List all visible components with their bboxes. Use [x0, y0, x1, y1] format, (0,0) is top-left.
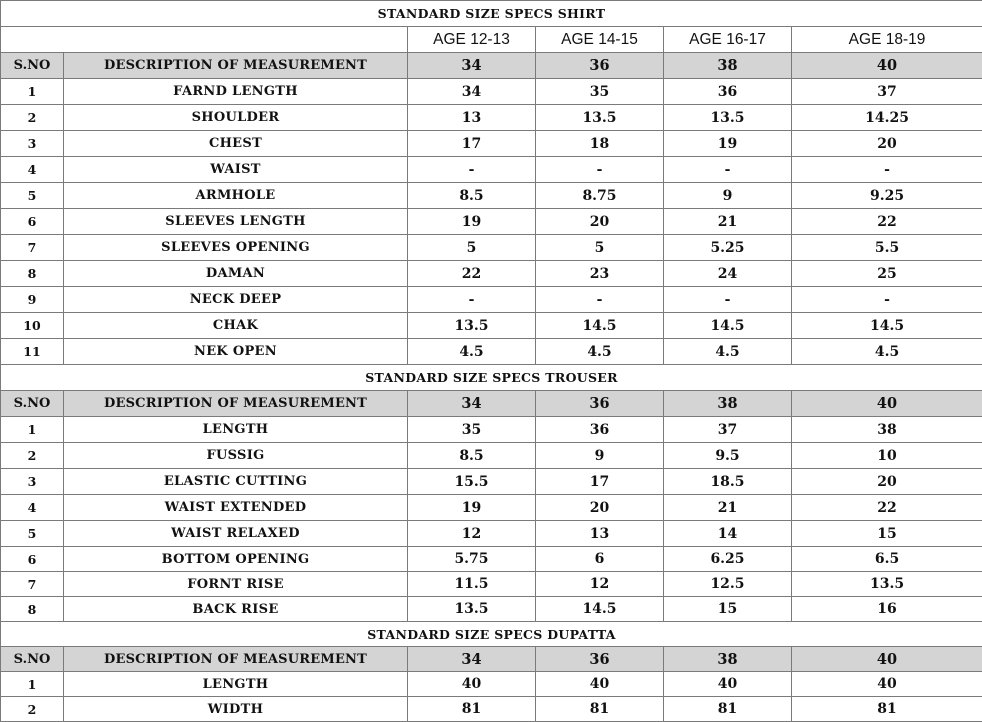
section-title-shirt: STANDARD SIZE SPECS SHIRT	[1, 1, 982, 27]
measurement-name: ARMHOLE	[64, 183, 408, 209]
measurement-value: -	[792, 287, 982, 313]
measurement-value: 15.5	[408, 469, 536, 495]
measurement-name: WAIST	[64, 157, 408, 183]
size-header: 38	[664, 53, 792, 79]
measurement-value: 13	[408, 105, 536, 131]
measurement-value: 9	[664, 183, 792, 209]
measurement-value: 35	[536, 79, 664, 105]
measurement-value: 13.5	[408, 597, 536, 622]
measurement-name: LENGTH	[64, 417, 408, 443]
measurement-value: 35	[408, 417, 536, 443]
table-row	[1, 572, 982, 597]
sno-header: S.NO	[1, 53, 64, 79]
measurement-value: -	[408, 157, 536, 183]
description-header: DESCRIPTION OF MEASUREMENT	[64, 391, 408, 417]
table-row	[1, 235, 982, 261]
measurement-name: DAMAN	[64, 261, 408, 287]
row-serial-number: 6	[1, 547, 64, 572]
row-serial-number: 5	[1, 183, 64, 209]
table-row	[1, 105, 982, 131]
description-header: DESCRIPTION OF MEASUREMENT	[64, 647, 408, 672]
row-serial-number: 3	[1, 131, 64, 157]
table-row	[1, 183, 982, 209]
measurement-value: 14.5	[664, 313, 792, 339]
measurement-value: 18.5	[664, 469, 792, 495]
measurement-name: FUSSIG	[64, 443, 408, 469]
row-serial-number: 8	[1, 261, 64, 287]
row-serial-number: 4	[1, 495, 64, 521]
row-serial-number: 2	[1, 105, 64, 131]
section-title-dupatta: STANDARD SIZE SPECS DUPATTA	[1, 622, 982, 647]
row-serial-number: 1	[1, 672, 64, 697]
table-row	[1, 521, 982, 547]
table-row	[1, 495, 982, 521]
measurement-value: 12	[408, 521, 536, 547]
measurement-value: 12.5	[664, 572, 792, 597]
measurement-name: BOTTOM OPENING	[64, 547, 408, 572]
measurement-value: 13.5	[792, 572, 982, 597]
row-serial-number: 6	[1, 209, 64, 235]
age-group-label: AGE 18-19	[792, 27, 982, 53]
measurement-value: -	[792, 157, 982, 183]
measurement-value: 20	[792, 469, 982, 495]
row-serial-number: 5	[1, 521, 64, 547]
measurement-value: 40	[408, 672, 536, 697]
measurement-value: 12	[536, 572, 664, 597]
measurement-value: 17	[408, 131, 536, 157]
measurement-value: 81	[408, 697, 536, 722]
measurement-value: 24	[664, 261, 792, 287]
age-group-label: AGE 12-13	[408, 27, 536, 53]
age-group-blank-cell	[1, 27, 408, 53]
measurement-value: 20	[536, 209, 664, 235]
measurement-value: 11.5	[408, 572, 536, 597]
measurement-value: 81	[664, 697, 792, 722]
measurement-name: WAIST EXTENDED	[64, 495, 408, 521]
size-header: 36	[536, 53, 664, 79]
table-row	[1, 697, 982, 722]
measurement-name: NEK OPEN	[64, 339, 408, 365]
measurement-value: 6.25	[664, 547, 792, 572]
measurement-name: SHOULDER	[64, 105, 408, 131]
measurement-value: 9.25	[792, 183, 982, 209]
table-row	[1, 287, 982, 313]
section-title-trouser: STANDARD SIZE SPECS TROUSER	[1, 365, 982, 391]
measurement-name: FORNT RISE	[64, 572, 408, 597]
measurement-value: 8.5	[408, 183, 536, 209]
column-header-row-shirt	[1, 53, 982, 79]
measurement-value: 36	[536, 417, 664, 443]
measurement-value: 20	[792, 131, 982, 157]
measurement-name: SLEEVES LENGTH	[64, 209, 408, 235]
row-serial-number: 10	[1, 313, 64, 339]
measurement-value: 8.75	[536, 183, 664, 209]
measurement-value: 5	[536, 235, 664, 261]
table-row	[1, 131, 982, 157]
measurement-name: WIDTH	[64, 697, 408, 722]
measurement-value: 5.25	[664, 235, 792, 261]
measurement-value: 4.5	[664, 339, 792, 365]
table-row	[1, 339, 982, 365]
row-serial-number: 9	[1, 287, 64, 313]
row-serial-number: 11	[1, 339, 64, 365]
size-header: 34	[408, 53, 536, 79]
measurement-value: 14.5	[792, 313, 982, 339]
measurement-name: WAIST RELAXED	[64, 521, 408, 547]
measurement-value: 6.5	[792, 547, 982, 572]
measurement-value: 21	[664, 209, 792, 235]
table-row	[1, 261, 982, 287]
measurement-value: 19	[664, 131, 792, 157]
column-header-row-dupatta	[1, 647, 982, 672]
measurement-value: -	[664, 157, 792, 183]
table-row	[1, 672, 982, 697]
measurement-value: -	[664, 287, 792, 313]
measurement-name: BACK RISE	[64, 597, 408, 622]
measurement-value: 40	[792, 672, 982, 697]
sno-header: S.NO	[1, 391, 64, 417]
row-serial-number: 8	[1, 597, 64, 622]
row-serial-number: 1	[1, 417, 64, 443]
measurement-value: 21	[664, 495, 792, 521]
size-header: 40	[792, 391, 982, 417]
measurement-value: 25	[792, 261, 982, 287]
measurement-value: 4.5	[408, 339, 536, 365]
size-header: 34	[408, 391, 536, 417]
measurement-value: 15	[664, 597, 792, 622]
measurement-value: 22	[408, 261, 536, 287]
size-header: 36	[536, 391, 664, 417]
measurement-value: 17	[536, 469, 664, 495]
sno-header: S.NO	[1, 647, 64, 672]
measurement-name: FARND LENGTH	[64, 79, 408, 105]
measurement-value: 40	[536, 672, 664, 697]
measurement-value: 5	[408, 235, 536, 261]
column-header-row-trouser	[1, 391, 982, 417]
size-header: 38	[664, 391, 792, 417]
measurement-value: 19	[408, 495, 536, 521]
measurement-value: 14	[664, 521, 792, 547]
age-group-label: AGE 14-15	[536, 27, 664, 53]
section-title-row-trouser	[1, 365, 982, 391]
size-header: 40	[792, 647, 982, 672]
row-serial-number: 1	[1, 79, 64, 105]
measurement-value: 16	[792, 597, 982, 622]
measurement-value: 20	[536, 495, 664, 521]
measurement-value: 14.25	[792, 105, 982, 131]
measurement-value: 9.5	[664, 443, 792, 469]
measurement-value: -	[536, 157, 664, 183]
measurement-name: SLEEVES OPENING	[64, 235, 408, 261]
measurement-value: 13.5	[536, 105, 664, 131]
table-row	[1, 469, 982, 495]
measurement-value: 10	[792, 443, 982, 469]
measurement-name: CHEST	[64, 131, 408, 157]
size-header: 40	[792, 53, 982, 79]
table-row	[1, 209, 982, 235]
measurement-value: 5.75	[408, 547, 536, 572]
measurement-value: 22	[792, 209, 982, 235]
measurement-value: 8.5	[408, 443, 536, 469]
table-row	[1, 79, 982, 105]
table-row	[1, 443, 982, 469]
measurement-value: 22	[792, 495, 982, 521]
age-group-row	[1, 27, 982, 53]
row-serial-number: 3	[1, 469, 64, 495]
table-row	[1, 313, 982, 339]
section-title-row-dupatta	[1, 622, 982, 647]
measurement-name: ELASTIC CUTTING	[64, 469, 408, 495]
measurement-value: 14.5	[536, 313, 664, 339]
measurement-value: 38	[792, 417, 982, 443]
table-row	[1, 417, 982, 443]
row-serial-number: 4	[1, 157, 64, 183]
measurement-value: 37	[664, 417, 792, 443]
measurement-value: 13	[536, 521, 664, 547]
section-title-row-shirt	[1, 1, 982, 27]
size-header: 36	[536, 647, 664, 672]
measurement-value: 5.5	[792, 235, 982, 261]
size-spec-table-body	[1, 1, 982, 722]
measurement-value: 4.5	[536, 339, 664, 365]
measurement-name: LENGTH	[64, 672, 408, 697]
size-header: 38	[664, 647, 792, 672]
measurement-name: NECK DEEP	[64, 287, 408, 313]
measurement-value: 14.5	[536, 597, 664, 622]
measurement-value: 81	[536, 697, 664, 722]
measurement-value: 15	[792, 521, 982, 547]
description-header: DESCRIPTION OF MEASUREMENT	[64, 53, 408, 79]
measurement-value: 9	[536, 443, 664, 469]
measurement-value: 36	[664, 79, 792, 105]
measurement-value: 40	[664, 672, 792, 697]
measurement-value: 18	[536, 131, 664, 157]
table-row	[1, 597, 982, 622]
measurement-value: 13.5	[408, 313, 536, 339]
measurement-value: -	[408, 287, 536, 313]
measurement-value: 23	[536, 261, 664, 287]
age-group-label: AGE 16-17	[664, 27, 792, 53]
row-serial-number: 2	[1, 443, 64, 469]
measurement-value: -	[536, 287, 664, 313]
row-serial-number: 2	[1, 697, 64, 722]
size-header: 34	[408, 647, 536, 672]
row-serial-number: 7	[1, 235, 64, 261]
table-row	[1, 547, 982, 572]
measurement-value: 37	[792, 79, 982, 105]
measurement-value: 6	[536, 547, 664, 572]
table-row	[1, 157, 982, 183]
measurement-value: 19	[408, 209, 536, 235]
measurement-name: CHAK	[64, 313, 408, 339]
measurement-value: 13.5	[664, 105, 792, 131]
measurement-value: 34	[408, 79, 536, 105]
measurement-value: 81	[792, 697, 982, 722]
measurement-value: 4.5	[792, 339, 982, 365]
row-serial-number: 7	[1, 572, 64, 597]
